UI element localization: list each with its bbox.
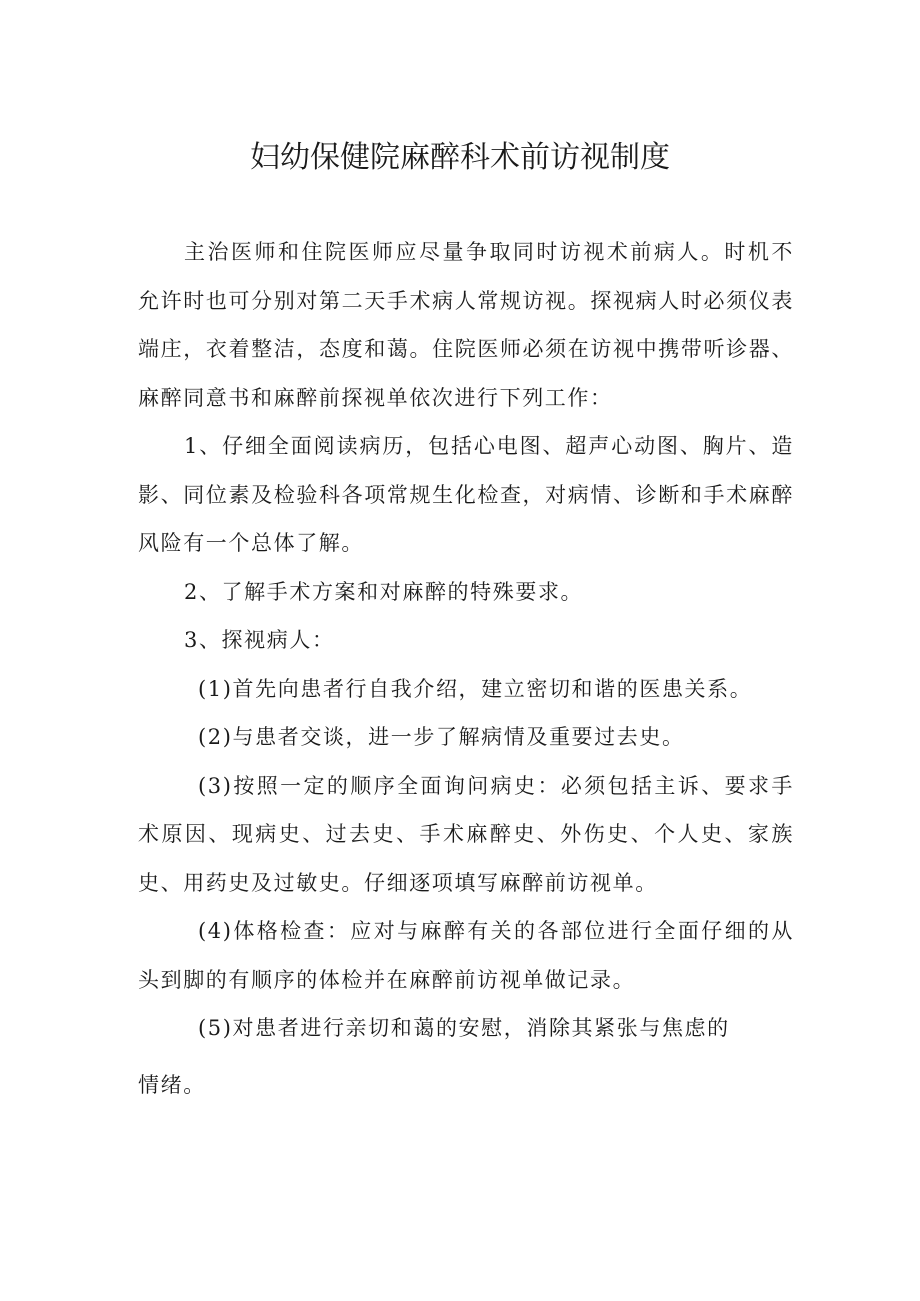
document-body xyxy=(138,228,794,1109)
paragraph-sub-2: (2)与患者交谈，进一步了解病情及重要过去史。 xyxy=(198,725,685,749)
paragraph-sub-3: (3)按照一定的顺序全面询问病史：必须包括主诉、要求手术原因、现病史、过去史、手术麻醉史、外伤史、个人史、家族史、用药史及过敏史。仔细逐项填写麻醉前访视单。 xyxy=(138,773,794,895)
paragraph-intro: 主治医师和住院医师应尽量争取同时访视术前病人。时机不允许时也可分别对第二天手术病人常规访视。探视病人时必须仪表端庄，衣着整洁，态度和蔼。住院医师必须在访视中携带听诊器、麻醉同意书和麻醉前探视单依次进行下列工作： xyxy=(138,240,794,410)
paragraph-sub-5-continued: 情绪。 xyxy=(138,1072,206,1097)
paragraph-item-3: 3、探视病人： xyxy=(184,628,335,652)
paragraph-sub-4: (4)体格检查：应对与麻醉有关的各部位进行全面仔细的从头到脚的有顺序的体检并在麻醉前访视单做记录。 xyxy=(138,919,794,992)
paragraph-sub-5: (5)对患者进行亲切和蔼的安慰，消除其紧张与焦虑的 xyxy=(198,1016,730,1040)
paragraph-sub-1: (1)首先向患者行自我介绍，建立密切和谐的医患关系。 xyxy=(198,676,753,701)
document-title: 妇幼保健院麻醉科术前访视制度 xyxy=(250,140,670,175)
paragraph-item-1: 1、仔细全面阅读病历，包括心电图、超声心动图、胸片、造影、同位素及检验科各项常规生化检查，对病情、诊断和手术麻醉风险有一个总体了解。 xyxy=(138,434,794,555)
paragraph-item-2: 2、了解手术方案和对麻醉的特殊要求。 xyxy=(184,579,584,604)
